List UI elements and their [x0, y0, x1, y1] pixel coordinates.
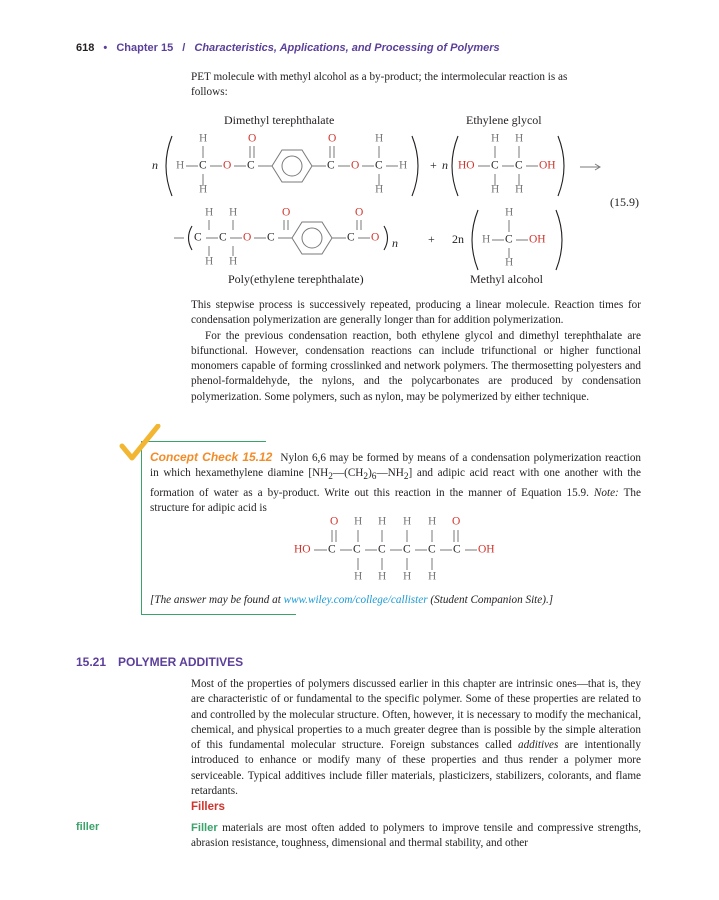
atom-oh: OH — [529, 233, 546, 246]
atom-o: O — [282, 206, 291, 219]
section-number: 15.21 — [76, 655, 107, 669]
atom-h: H — [505, 256, 514, 269]
atom-h: H — [375, 183, 384, 196]
atom-h: H — [491, 183, 500, 196]
section-heading — [76, 655, 243, 669]
atom-c: C — [327, 159, 335, 172]
atom-h: H — [403, 570, 412, 583]
atom-ho: HO — [458, 159, 475, 172]
chapter-title: Characteristics, Applications, and Processing of Polymers — [194, 42, 500, 54]
answer-line — [150, 594, 553, 606]
atom-c: C — [194, 231, 202, 244]
atom-o: O — [351, 159, 360, 172]
label-dimethyl-terephthalate: Dimethyl terephthalate — [224, 112, 335, 127]
atom-c: C — [491, 159, 499, 172]
close-paren — [556, 210, 562, 270]
atom-h: H — [378, 515, 387, 528]
benzene-ring — [272, 150, 312, 182]
section-title: POLYMER ADDITIVES — [118, 655, 244, 669]
atom-h: H — [515, 183, 524, 196]
atom-c: C — [199, 159, 207, 172]
atom-c: C — [378, 543, 386, 556]
cc-text-e: ] and adipic acid react with one another with the formation of water as a by-product. Write out this reaction in the manner of Equation 15.9. — [150, 467, 641, 499]
atom-h: H — [491, 132, 500, 145]
cc-text-b: —(CH — [332, 467, 364, 480]
atom-o: O — [248, 132, 257, 145]
header-bullet: • — [103, 42, 108, 54]
margin-term-filler: filler — [76, 821, 100, 833]
term-additives: additives — [517, 739, 559, 752]
atom-c: C — [428, 543, 436, 556]
label-methyl-alcohol: Methyl alcohol — [470, 271, 543, 286]
section-text-a: Most of the properties of polymers discussed earlier in this chapter are intrinsic ones—that is, they are characteristic of or fundamental to the specific polymer. Some of these properties are related to and controlled by the molecular structure. Often, however, it is necessary to modify the mechanical, chemical, and physical properties to a much greater degree than is possible by the simple alteration of this fundamental molecular structure. Foreign substances called — [191, 678, 641, 752]
atom-c: C — [403, 543, 411, 556]
section-paragraph — [191, 677, 641, 799]
atom-o: O — [330, 515, 339, 528]
atom-c: C — [347, 231, 355, 244]
atom-c: C — [505, 233, 513, 246]
label-ethylene-glycol: Ethylene glycol — [466, 112, 542, 127]
atom-c: C — [267, 231, 275, 244]
section-text-b: are intentionally introduced to enhance or modify many of these properties and thus render a polymer more serviceable. Typical additives include filler materials, plasticizers, stabilizers, colorants, and flame retardants. — [191, 739, 641, 798]
atom-c: C — [453, 543, 461, 556]
atom-h: H — [229, 255, 238, 268]
atom-o: O — [328, 132, 337, 145]
atom-h: H — [428, 570, 437, 583]
atom-h: H — [205, 206, 214, 219]
atom-h: H — [354, 570, 363, 583]
label-pet: Poly(ethylene terephthalate) — [228, 271, 364, 286]
subscript-n: n — [392, 235, 398, 250]
atom-c: C — [328, 543, 336, 556]
cc-text-c: ) — [368, 467, 372, 480]
open-paren — [189, 226, 193, 250]
atom-oh: OH — [478, 543, 495, 556]
atom-o: O — [223, 159, 232, 172]
cc-text-d: —NH — [376, 467, 404, 480]
atom-h: H — [375, 132, 384, 145]
cc-text-a: Nylon 6,6 may be formed by means of a condensation polymerization reaction in which hexamethylene diamine [NH — [150, 452, 642, 480]
fillers-paragraph — [191, 821, 641, 852]
close-paren — [558, 136, 564, 196]
paragraph-1: This stepwise process is successively repeated, producing a linear molecule. Reaction times for condensation polymerization are generally longer than for addition polymerization. — [191, 299, 641, 327]
atom-c: C — [247, 159, 255, 172]
equation-15-9 — [0, 0, 719, 300]
cc-note-label: Note: — [593, 486, 619, 499]
atom-o: O — [243, 231, 252, 244]
atom-h: H — [354, 515, 363, 528]
plus-sign: + — [428, 231, 435, 246]
atom-o: O — [371, 231, 380, 244]
header-slash: / — [182, 42, 186, 54]
atom-c: C — [515, 159, 523, 172]
concept-check-title: Concept Check 15.12 — [150, 450, 273, 464]
body-paragraphs — [191, 298, 641, 405]
open-paren — [472, 210, 478, 270]
cc-sub: 6 — [371, 472, 377, 483]
answer-prefix: [The answer may be found at — [150, 594, 284, 606]
atom-h: H — [515, 132, 524, 145]
intro-line-2: follows: — [191, 86, 228, 99]
atom-h: H — [205, 255, 214, 268]
benzene-ring — [292, 222, 332, 254]
plus-sign: + — [430, 157, 437, 172]
paragraph-2: For the previous condensation reaction, both ethylene glycol and dimethyl terephthalate are bifunctional. However, condensation reactions can include trifunctional or higher functional monomers capable of forming crosslinked and network polymers. The thermosetting polyesters and phenol-formaldehyde, the nylons, and the polycarbonates are produced by condensation polymerization. Some polymers, such as nylon, may be polymerized by either technique. — [191, 329, 641, 403]
atom-h: H — [428, 515, 437, 528]
cc-text-f: The structure for adipic acid is — [150, 486, 641, 515]
close-paren — [384, 226, 388, 250]
atom-c: C — [375, 159, 383, 172]
atom-h: H — [403, 515, 412, 528]
atom-c: C — [219, 231, 227, 244]
atom-h: H — [482, 233, 491, 246]
atom-o: O — [355, 206, 364, 219]
coefficient-n: n — [442, 157, 448, 172]
atom-c: C — [353, 543, 361, 556]
atom-h: H — [199, 132, 208, 145]
atom-h: H — [199, 183, 208, 196]
atom-oh: OH — [539, 159, 556, 172]
equation-number: (15.9) — [610, 194, 639, 209]
answer-suffix: (Student Companion Site).] — [427, 594, 554, 606]
term-filler: Filler — [191, 822, 218, 834]
cc-sub: 2 — [328, 472, 333, 483]
cc-sub: 2 — [403, 472, 409, 483]
atom-h: H — [378, 570, 387, 583]
atom-h: H — [505, 206, 514, 219]
chapter-label: Chapter 15 — [116, 42, 174, 54]
fillers-heading: Fillers — [191, 801, 225, 813]
intro-line-1: PET molecule with methyl alcohol as a by-product; the intermolecular reaction is as — [191, 71, 568, 83]
cc-sub: 2 — [363, 472, 369, 483]
coefficient-n: n — [152, 157, 158, 172]
atom-h: H — [229, 206, 238, 219]
close-paren — [412, 136, 418, 196]
atom-o: O — [452, 515, 461, 528]
atom-ho: HO — [294, 543, 311, 556]
page-number: 618 — [76, 42, 95, 54]
concept-check-text — [150, 450, 641, 516]
answer-link[interactable]: www.wiley.com/college/callister — [283, 594, 428, 606]
fillers-text: materials are most often added to polymers to improve tensile and compressive strengths, abrasion resistance, toughness, dimensional and thermal stability, and other — [191, 822, 641, 850]
atom-h: H — [176, 159, 185, 172]
open-paren — [166, 136, 172, 196]
atom-h: H — [399, 159, 408, 172]
coefficient-2n: 2n — [452, 231, 464, 246]
adipic-acid-structure — [0, 510, 719, 585]
